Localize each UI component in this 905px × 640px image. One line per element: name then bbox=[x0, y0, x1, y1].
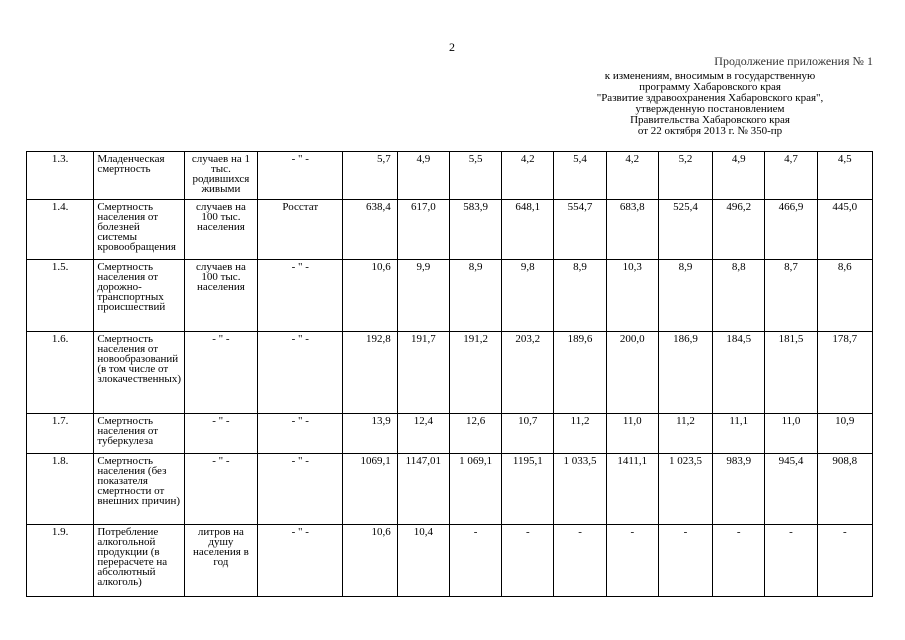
table-row bbox=[27, 332, 873, 414]
source-cell: - " - bbox=[258, 414, 343, 454]
value-cell: 10,7 bbox=[502, 414, 554, 454]
unit-cell: литров на душу населения в год bbox=[184, 525, 257, 597]
value-cell: 9,8 bbox=[502, 260, 554, 332]
row-number: 1.8. bbox=[27, 454, 94, 525]
value-cell: 9,9 bbox=[397, 260, 449, 332]
row-number: 1.5. bbox=[27, 260, 94, 332]
value-cell: 638,4 bbox=[343, 200, 397, 260]
value-cell: 4,9 bbox=[397, 152, 449, 200]
value-cell: 4,9 bbox=[713, 152, 765, 200]
appendix-header bbox=[560, 71, 860, 137]
value-cell: 13,9 bbox=[343, 414, 397, 454]
value-cell: 1411,1 bbox=[606, 454, 658, 525]
value-cell: 983,9 bbox=[713, 454, 765, 525]
value-cell: 191,7 bbox=[397, 332, 449, 414]
value-cell: 10,9 bbox=[817, 414, 872, 454]
value-cell: 1069,1 bbox=[343, 454, 397, 525]
indicator-name: Смертность населения (без показателя смертности от внешних причин) bbox=[94, 454, 184, 525]
value-cell: - bbox=[817, 525, 872, 597]
header-line: к изменениям, вносимым в государственную bbox=[604, 70, 816, 82]
value-cell: 11,0 bbox=[765, 414, 817, 454]
source-cell: Росстат bbox=[258, 200, 343, 260]
unit-cell: случаев на 100 тыс. населения bbox=[184, 260, 257, 332]
value-cell: 203,2 bbox=[502, 332, 554, 414]
value-cell: 11,2 bbox=[658, 414, 712, 454]
value-cell: 10,3 bbox=[606, 260, 658, 332]
value-cell: 4,7 bbox=[765, 152, 817, 200]
table-row bbox=[27, 152, 873, 200]
indicators-table bbox=[26, 151, 873, 597]
table-row bbox=[27, 260, 873, 332]
value-cell: 4,2 bbox=[502, 152, 554, 200]
unit-cell: случаев на 1 тыс. родившихся живыми bbox=[184, 152, 257, 200]
value-cell: 583,9 bbox=[449, 200, 501, 260]
value-cell: - bbox=[658, 525, 712, 597]
indicator-name: Смертность населения от дорожно-транспортных происшествий bbox=[94, 260, 184, 332]
table-row bbox=[27, 525, 873, 597]
source-cell: - " - bbox=[258, 454, 343, 525]
table-row bbox=[27, 454, 873, 525]
header-line: от 22 октября 2013 г. № 350-пр bbox=[637, 125, 783, 137]
value-cell: - bbox=[449, 525, 501, 597]
value-cell: 11,1 bbox=[713, 414, 765, 454]
value-cell: 1 069,1 bbox=[449, 454, 501, 525]
indicator-name: Младенческая смертность bbox=[94, 152, 184, 200]
source-cell: - " - bbox=[258, 152, 343, 200]
value-cell: - bbox=[765, 525, 817, 597]
header-line: программу Хабаровского края bbox=[639, 81, 781, 93]
source-cell: - " - bbox=[258, 525, 343, 597]
value-cell: 1 023,5 bbox=[658, 454, 712, 525]
value-cell: 12,6 bbox=[449, 414, 501, 454]
value-cell: 4,5 bbox=[817, 152, 872, 200]
value-cell: 908,8 bbox=[817, 454, 872, 525]
indicator-name: Потребление алкогольной продукции (в перерасчете на абсолютный алкоголь) bbox=[94, 525, 184, 597]
continuation-note: Продолжение приложения № 1 bbox=[714, 54, 873, 68]
value-cell: 8,7 bbox=[765, 260, 817, 332]
table-row bbox=[27, 200, 873, 260]
indicator-name: Смертность населения от новообразований (в том числе от злокачественных) bbox=[94, 332, 184, 414]
value-cell: 1 033,5 bbox=[554, 454, 606, 525]
unit-cell: - " - bbox=[184, 454, 257, 525]
row-number: 1.3. bbox=[27, 152, 94, 200]
value-cell: 496,2 bbox=[713, 200, 765, 260]
value-cell: 181,5 bbox=[765, 332, 817, 414]
value-cell: 191,2 bbox=[449, 332, 501, 414]
value-cell: 5,7 bbox=[343, 152, 397, 200]
value-cell: 10,6 bbox=[343, 525, 397, 597]
indicator-name: Смертность населения от болезней системы кровообращения bbox=[94, 200, 184, 260]
value-cell: - bbox=[713, 525, 765, 597]
value-cell: 184,5 bbox=[713, 332, 765, 414]
value-cell: 617,0 bbox=[397, 200, 449, 260]
value-cell: 11,0 bbox=[606, 414, 658, 454]
header-line: утвержденную постановлением bbox=[635, 103, 785, 115]
value-cell: - bbox=[502, 525, 554, 597]
value-cell: 525,4 bbox=[658, 200, 712, 260]
value-cell: 192,8 bbox=[343, 332, 397, 414]
indicator-name: Смертность населения от туберкулеза bbox=[94, 414, 184, 454]
unit-cell: - " - bbox=[184, 414, 257, 454]
value-cell: 5,2 bbox=[658, 152, 712, 200]
source-cell: - " - bbox=[258, 332, 343, 414]
value-cell: 945,4 bbox=[765, 454, 817, 525]
unit-cell: случаев на 100 тыс. населения bbox=[184, 200, 257, 260]
value-cell: 554,7 bbox=[554, 200, 606, 260]
value-cell: 1195,1 bbox=[502, 454, 554, 525]
value-cell: 8,9 bbox=[449, 260, 501, 332]
row-number: 1.6. bbox=[27, 332, 94, 414]
header-line: Правительства Хабаровского края bbox=[630, 114, 790, 126]
value-cell: - bbox=[606, 525, 658, 597]
unit-cell: - " - bbox=[184, 332, 257, 414]
value-cell: 8,9 bbox=[658, 260, 712, 332]
source-cell: - " - bbox=[258, 260, 343, 332]
header-line: "Развитие здравоохранения Хабаровского края", bbox=[596, 92, 824, 104]
value-cell: 200,0 bbox=[606, 332, 658, 414]
value-cell: 1147,01 bbox=[397, 454, 449, 525]
table-row bbox=[27, 414, 873, 454]
value-cell: 178,7 bbox=[817, 332, 872, 414]
row-number: 1.4. bbox=[27, 200, 94, 260]
value-cell: - bbox=[554, 525, 606, 597]
value-cell: 5,5 bbox=[449, 152, 501, 200]
value-cell: 445,0 bbox=[817, 200, 872, 260]
value-cell: 189,6 bbox=[554, 332, 606, 414]
value-cell: 648,1 bbox=[502, 200, 554, 260]
row-number: 1.7. bbox=[27, 414, 94, 454]
value-cell: 10,4 bbox=[397, 525, 449, 597]
value-cell: 466,9 bbox=[765, 200, 817, 260]
value-cell: 11,2 bbox=[554, 414, 606, 454]
value-cell: 8,9 bbox=[554, 260, 606, 332]
value-cell: 5,4 bbox=[554, 152, 606, 200]
value-cell: 10,6 bbox=[343, 260, 397, 332]
value-cell: 4,2 bbox=[606, 152, 658, 200]
value-cell: 186,9 bbox=[658, 332, 712, 414]
page-number: 2 bbox=[449, 40, 455, 54]
value-cell: 8,8 bbox=[713, 260, 765, 332]
value-cell: 12,4 bbox=[397, 414, 449, 454]
row-number: 1.9. bbox=[27, 525, 94, 597]
value-cell: 683,8 bbox=[606, 200, 658, 260]
value-cell: 8,6 bbox=[817, 260, 872, 332]
